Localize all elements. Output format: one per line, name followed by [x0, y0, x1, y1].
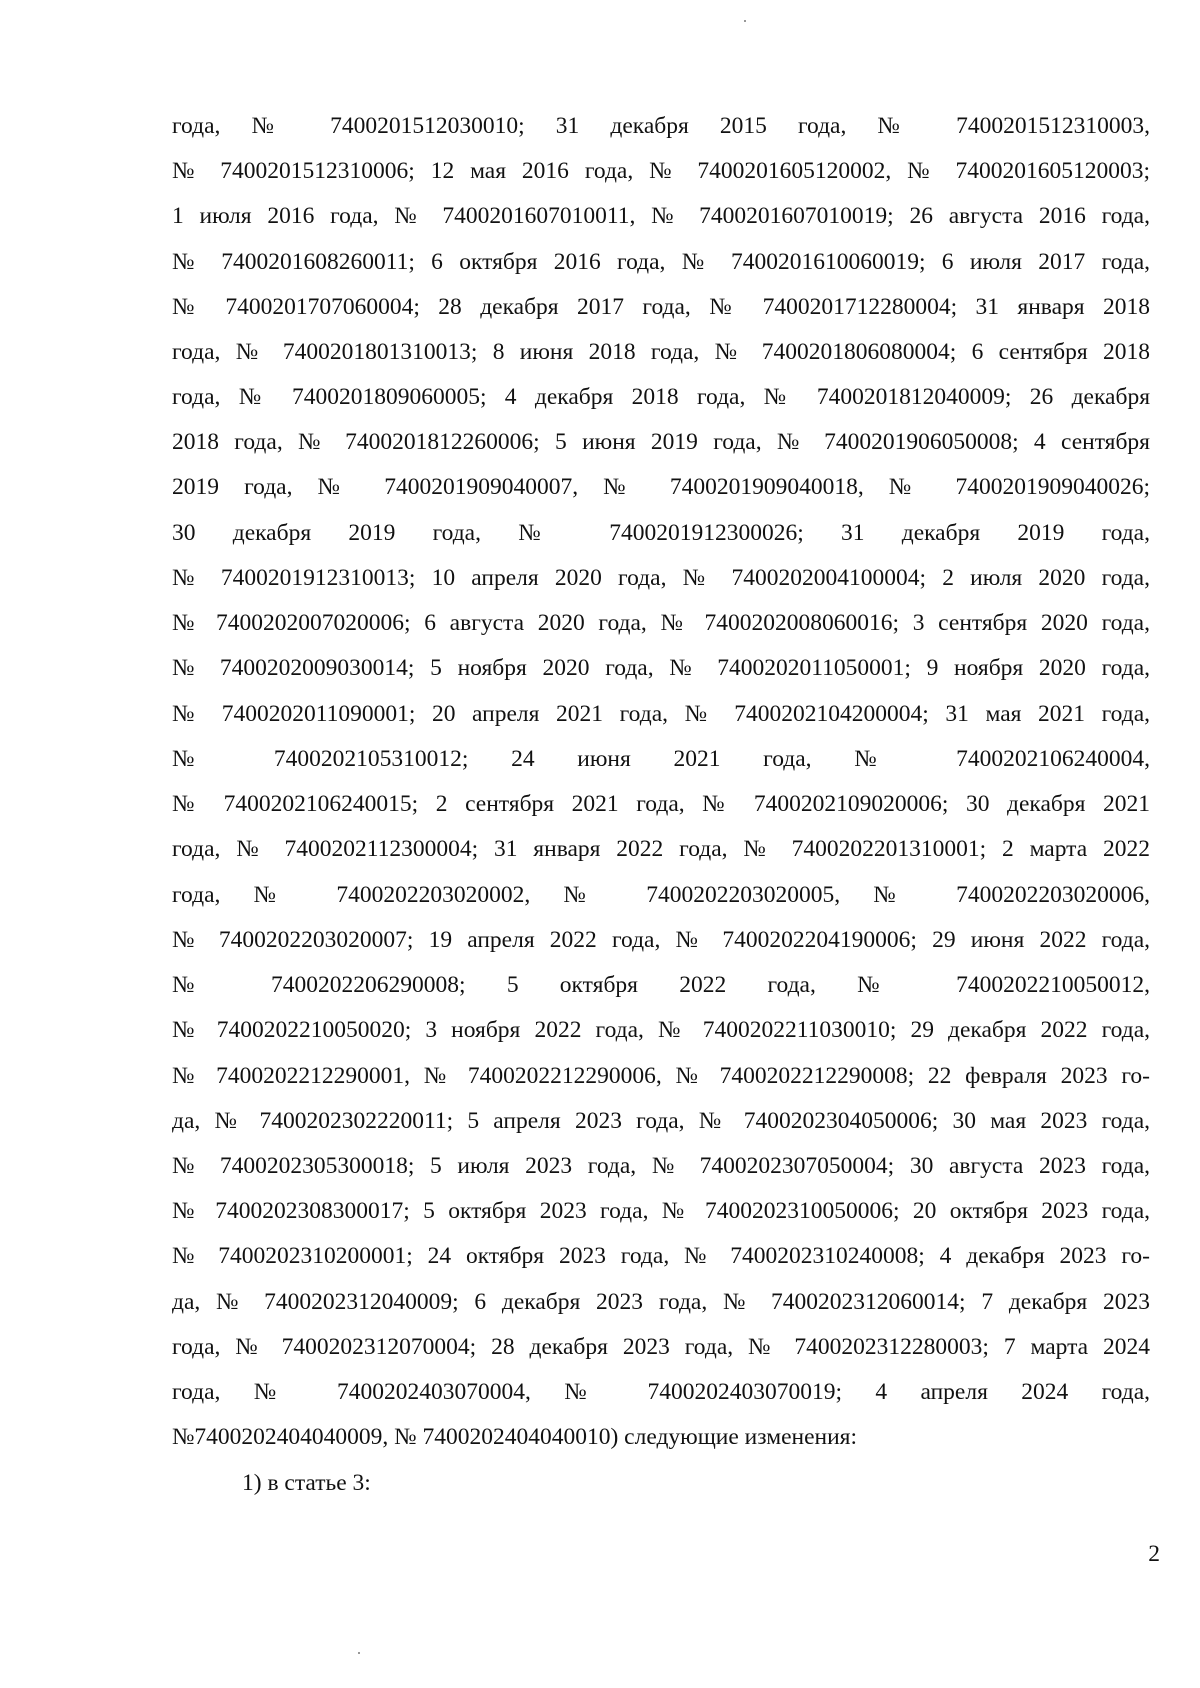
text-line: 1 июля 2016 года, № 7400201607010011, № 7400201607010019; 26 августа 2016 года,: [172, 203, 1150, 229]
text-line: года, № 7400202312070004; 28 декабря 2023 года, № 7400202312280003; 7 марта 2024: [172, 1334, 1150, 1360]
text-line: № 7400202203020007; 19 апреля 2022 года, № 7400202204190006; 29 июня 2022 года,: [172, 927, 1150, 953]
text-line: № 7400202106240015; 2 сентября 2021 года, № 7400202109020006; 30 декабря 2021: [172, 791, 1150, 817]
text-line: года, № 7400201809060005; 4 декабря 2018 года, № 7400201812040009; 26 декабря: [172, 384, 1150, 410]
text-line: № 7400202011090001; 20 апреля 2021 года, № 7400202104200004; 31 мая 2021 года,: [172, 701, 1150, 727]
page-number: 2: [1148, 1541, 1160, 1567]
text-line: № 7400202009030014; 5 ноября 2020 года, № 7400202011050001; 9 ноября 2020 года,: [172, 655, 1150, 681]
text-line: 2019 года, № 7400201909040007, № 7400201909040018, № 7400201909040026;: [172, 474, 1150, 500]
scan-speck: [744, 20, 746, 22]
text-line: года, № 7400202203020002, № 7400202203020005, № 7400202203020006,: [172, 882, 1150, 908]
text-line: года, № 7400201801310013; 8 июня 2018 года, № 7400201806080004; 6 сентября 2018: [172, 339, 1150, 365]
text-line: да, № 7400202312040009; 6 декабря 2023 года, № 7400202312060014; 7 декабря 2023: [172, 1289, 1150, 1315]
text-line: 30 декабря 2019 года, № 7400201912300026; 31 декабря 2019 года,: [172, 520, 1150, 546]
scan-speck: [358, 1652, 360, 1654]
text-line: да, № 7400202302220011; 5 апреля 2023 года, № 7400202304050006; 30 мая 2023 года,: [172, 1108, 1150, 1134]
text-line: года, № 7400201512030010; 31 декабря 2015 года, № 7400201512310003,: [172, 113, 1150, 139]
text-line: № 7400202308300017; 5 октября 2023 года, № 7400202310050006; 20 октября 2023 года,: [172, 1198, 1150, 1224]
text-line: № 7400201608260011; 6 октября 2016 года, № 7400201610060019; 6 июля 2017 года,: [172, 249, 1150, 275]
text-line: № 7400201912310013; 10 апреля 2020 года, № 7400202004100004; 2 июля 2020 года,: [172, 565, 1150, 591]
list-item-line: 1) в статье 3:: [242, 1470, 371, 1496]
text-line: № 7400202007020006; 6 августа 2020 года, № 7400202008060016; 3 сентября 2020 года,: [172, 610, 1150, 636]
text-line: № 7400202305300018; 5 июля 2023 года, № 7400202307050004; 30 августа 2023 года,: [172, 1153, 1150, 1179]
text-line: 2018 года, № 7400201812260006; 5 июня 2019 года, № 7400201906050008; 4 сентября: [172, 429, 1150, 455]
text-line: № 7400202212290001, № 7400202212290006, № 7400202212290008; 22 февраля 2023 го-: [172, 1063, 1150, 1089]
text-line: №7400202404040009, № 7400202404040010) следующие изменения:: [172, 1424, 858, 1450]
text-line: № 7400201512310006; 12 мая 2016 года, № 7400201605120002, № 7400201605120003;: [172, 158, 1150, 184]
text-line: № 7400202105310012; 24 июня 2021 года, № 7400202106240004,: [172, 746, 1150, 772]
text-line: года, № 7400202112300004; 31 января 2022 года, № 7400202201310001; 2 марта 2022: [172, 836, 1150, 862]
text-line: № 7400202310200001; 24 октября 2023 года, № 7400202310240008; 4 декабря 2023 го-: [172, 1243, 1150, 1269]
text-line: № 7400202210050020; 3 ноября 2022 года, № 7400202211030010; 29 декабря 2022 года,: [172, 1017, 1150, 1043]
text-line: № 7400202206290008; 5 октября 2022 года, № 7400202210050012,: [172, 972, 1150, 998]
text-line: № 7400201707060004; 28 декабря 2017 года, № 7400201712280004; 31 января 2018: [172, 294, 1150, 320]
text-line: года, № 7400202403070004, № 7400202403070019; 4 апреля 2024 года,: [172, 1379, 1150, 1405]
